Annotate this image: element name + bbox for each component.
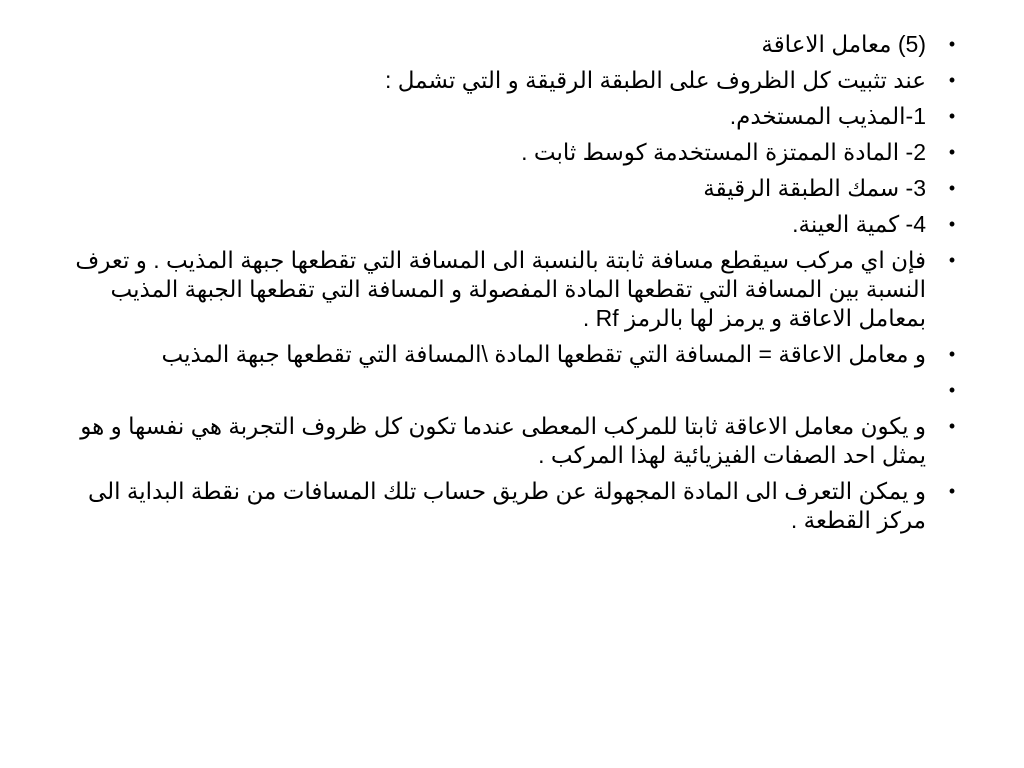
list-item — [40, 66, 956, 95]
bullet-dot: • — [948, 481, 956, 501]
list-item — [40, 30, 956, 59]
list-item — [40, 210, 956, 239]
list-item — [40, 246, 956, 333]
list-item-text: 2- المادة الممتزة المستخدمة كوسط ثابت . — [521, 139, 926, 165]
bullet-dot: • — [948, 214, 956, 234]
list-item — [40, 138, 956, 167]
list-item-text: 1-المذيب المستخدم. — [729, 103, 926, 129]
bullet-dot: • — [948, 70, 956, 90]
list-item-text: و يمكن التعرف الى المادة المجهولة عن طريق حساب تلك المسافات من نقطة البداية الى مركز القطعة . — [87, 478, 926, 533]
list-item — [40, 412, 956, 470]
bullet-dot: • — [948, 142, 956, 162]
list-item-text: عند تثبيت كل الظروف على الطبقة الرقيقة و التي تشمل : — [384, 67, 926, 93]
bullet-dot: • — [948, 250, 956, 270]
list-item-text: و يكون معامل الاعاقة ثابتا للمركب المعطى عندما تكون كل ظروف التجربة هي نفسها و هو يمثل احد الصفات الفيزيائية لهذا المركب . — [80, 413, 926, 468]
bullet-dot: • — [948, 178, 956, 198]
bullet-dot: • — [948, 344, 956, 364]
list-item — [40, 102, 956, 131]
list-item — [40, 477, 956, 535]
list-item — [40, 174, 956, 203]
bullet-dot: • — [948, 106, 956, 126]
bullet-dot: • — [948, 34, 956, 54]
list-item-empty — [40, 376, 956, 405]
list-item — [40, 340, 956, 369]
list-item-text: 4- كمية العينة. — [792, 211, 926, 237]
bullet-dot: • — [948, 416, 956, 436]
bullet-dot: • — [948, 380, 956, 400]
list-item-text: فإن اي مركب سيقطع مسافة ثابتة بالنسبة الى المسافة التي تقطعها جبهة المذيب . و تعرف النسبة بين المسافة التي تقطعها المادة المفصولة و المسافة التي تقطعها الجبهة المذيب بمعامل الاعاقة و يرمز لها بالرمز Rf . — [75, 247, 926, 331]
list-item-text: (5) معامل الاعاقة — [761, 31, 926, 57]
bullet-list — [40, 30, 956, 542]
list-item-text: و معامل الاعاقة = المسافة التي تقطعها المادة \المسافة التي تقطعها جبهة المذيب — [161, 341, 926, 367]
list-item-text: 3- سمك الطبقة الرقيقة — [703, 175, 926, 201]
